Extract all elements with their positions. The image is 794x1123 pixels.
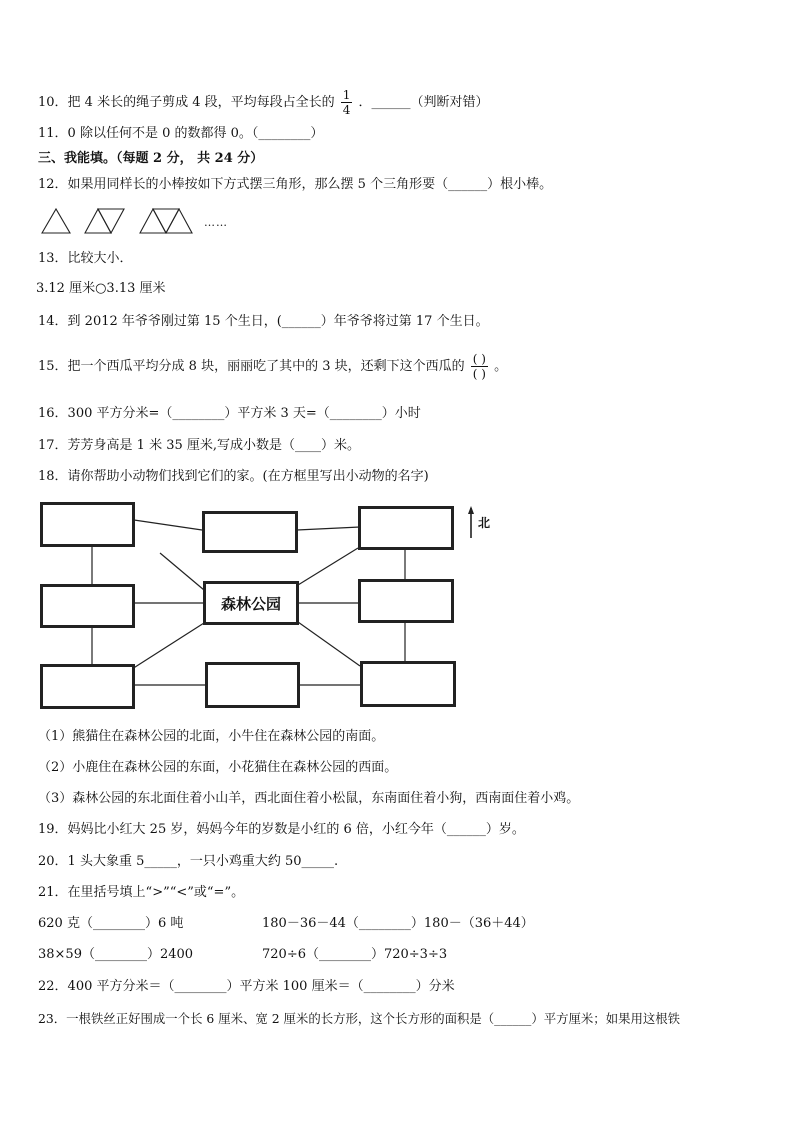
question-17: 17．芳芳身高是 1 米 35 厘米,写成小数是（____）米。 (38, 438, 361, 453)
question-15 (38, 352, 507, 381)
question-23: 23．一根铁丝正好围成一个长 6 厘米、宽 2 厘米的长方形，这个长方形的面积是（______）平方厘米；如果用这根铁 (38, 1011, 681, 1026)
triangle-pattern-svg (40, 206, 205, 236)
question-16: 16．300 平方分米=（________）平方米 3 天=（________）小时 (38, 406, 421, 421)
question-18-clue-1: （1）熊猫住在森林公园的北面，小牛住在森林公园的南面。 (38, 729, 385, 744)
question-18-clue-2: （2）小鹿住在森林公园的东面，小花猫住在森林公园的西面。 (38, 760, 398, 775)
triangle-group-2b (98, 209, 124, 233)
map-box-south[interactable] (205, 662, 300, 708)
question-13-compare: 3.12 厘米○3.13 厘米 (36, 281, 166, 296)
fraction-blank[interactable] (471, 352, 488, 381)
fraction-one-quarter (341, 88, 353, 117)
section-3-heading: 三、我能填。（每题 2 分， 共 24 分） (38, 151, 264, 166)
fraction-denominator-blank[interactable]: ( ) (472, 367, 486, 381)
question-18: 18．请你帮助小动物们找到它们的家。(在方框里写出小动物的名字) (38, 469, 429, 484)
fraction-numerator-blank[interactable]: ( ) (472, 352, 486, 366)
question-15-text: 15．把一个西瓜平均分成 8 块，丽丽吃了其中的 3 块，还剩下这个西瓜的 (38, 359, 465, 374)
question-10 (38, 88, 489, 117)
question-22: 22．400 平方分米＝（________）平方米 100 厘米＝（________）分米 (38, 979, 455, 994)
map-box-southeast[interactable] (360, 661, 456, 707)
map-box-east[interactable] (358, 579, 454, 623)
question-20: 20．1 头大象重 5_____，一只小鸡重大约 50_____. (38, 854, 339, 869)
triangle-group-1 (42, 209, 70, 233)
triangle-sticks-figure (40, 206, 205, 240)
question-19: 19．妈妈比小红大 25 岁，妈妈今年的岁数是小红的 6 倍，小红今年（______）岁。 (38, 822, 525, 837)
question-21-item-2: 180－36－44（________）180－（36＋44） (262, 916, 534, 931)
map-box-northwest[interactable] (40, 502, 135, 547)
north-arrow-icon (466, 506, 478, 540)
map-box-west[interactable] (40, 584, 135, 628)
question-10-answer-blank[interactable]: ．______（判断对错） (358, 95, 489, 110)
north-label: 北 (478, 516, 491, 530)
question-12: 12．如果用同样长的小棒按如下方式摆三角形，那么摆 5 个三角形要（______）根小棒。 (38, 177, 553, 192)
map-box-north[interactable] (202, 511, 298, 553)
question-21: 21．在里括号填上“>”“<”或“=”。 (38, 885, 245, 900)
fraction-denominator: 4 (342, 103, 351, 117)
continuation-dots: …… (204, 216, 228, 229)
question-21-item-4: 720÷6（________）720÷3÷3 (262, 947, 448, 962)
question-10-text: 10．把 4 米长的绳子剪成 4 段，平均每段占全长的 (38, 95, 335, 110)
triangle-group-3a (140, 209, 166, 233)
triangle-group-2a (85, 209, 111, 233)
question-21-item-3: 38×59（________）2400 (38, 947, 194, 962)
question-18-clue-3: （3）森林公园的东北面住着小山羊，西北面住着小松鼠，东南面住着小狗，西南面住着小鸡。 (38, 791, 580, 806)
map-center-forest-park: 森林公园 (203, 581, 299, 625)
map-box-southwest[interactable] (40, 664, 135, 709)
question-11: 11．0 除以任何不是 0 的数都得 0。（________） (38, 126, 324, 141)
question-15-end: 。 (494, 359, 508, 374)
triangle-group-3b (153, 209, 179, 233)
question-14: 14．到 2012 年爷爷刚过第 15 个生日，(______）年爷爷将过第 17 个生日。 (38, 314, 489, 329)
map-box-northeast[interactable] (358, 506, 454, 550)
triangle-group-3c (166, 209, 192, 233)
question-13: 13．比较大小． (38, 251, 133, 266)
question-21-item-1: 620 克（________）6 吨 (38, 916, 184, 931)
fraction-numerator: 1 (342, 88, 351, 102)
